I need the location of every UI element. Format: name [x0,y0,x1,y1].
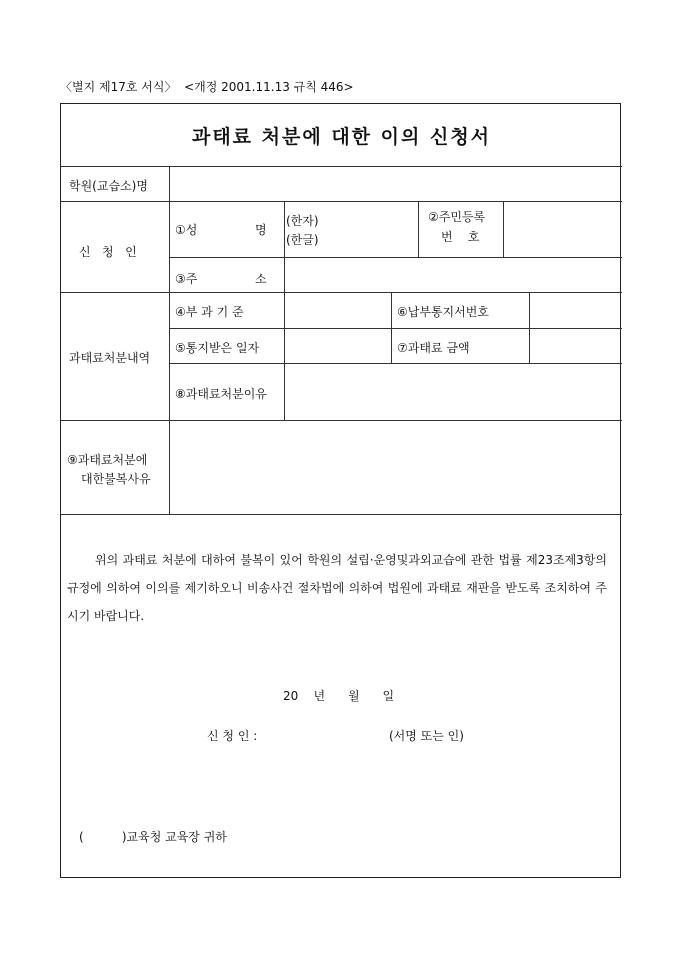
name-label-2: 명 [255,223,267,237]
objection-label: ⑨과태료처분에 [67,453,148,467]
academy-name-label: 학원(교습소)명 [69,179,148,193]
signature-label: (서명 또는 인) [389,729,464,743]
notice-date-label: ⑤통지받은 일자 [175,341,260,355]
resident-number-label: ②주민등록 [428,210,486,224]
objection-label-2: 대한불복사유 [81,472,151,486]
application-form [60,103,621,878]
hangul-label: (한글) [286,233,319,247]
signer-label: 신 청 인 : [207,729,258,743]
basis-label: ④부 과 기 준 [175,305,244,319]
fine-amount-label: ⑦과태료 금액 [397,341,470,355]
date-line: 20 년 월 일 [283,689,395,703]
fine-detail-label: 과태료처분내역 [69,351,151,365]
resident-number-label-2: 번 호 [441,230,480,244]
applicant-label: 신 청 인 [79,245,137,259]
addressee: ( )교육청 교육장 귀하 [79,830,227,844]
name-label: ①성 [175,223,198,237]
hanja-label: (한자) [286,214,319,228]
address-label: ③주 [175,272,198,286]
form-number: 〈별지 제17호 서식〉 <개정 2001.11.13 규칙 446> [60,80,354,94]
reason-label: ⑧과태료처분이유 [175,387,267,401]
statement-text: 위의 과태료 처분에 대하여 불복이 있어 학원의 설립·운영및과외교습에 관한 법률 제23조제3항의 규정에 의하여 이의를 제기하오니 비송사건 절차법에 의하여 법원에 과태료 재판을 받도록 조치하여 주시기 바랍니다. [67,553,607,623]
address-label-2: 소 [255,272,267,286]
notice-number-label: ⑥납부통지서번호 [397,305,489,319]
form-title: 과태료 처분에 대한 이의 신청서 [191,126,492,148]
